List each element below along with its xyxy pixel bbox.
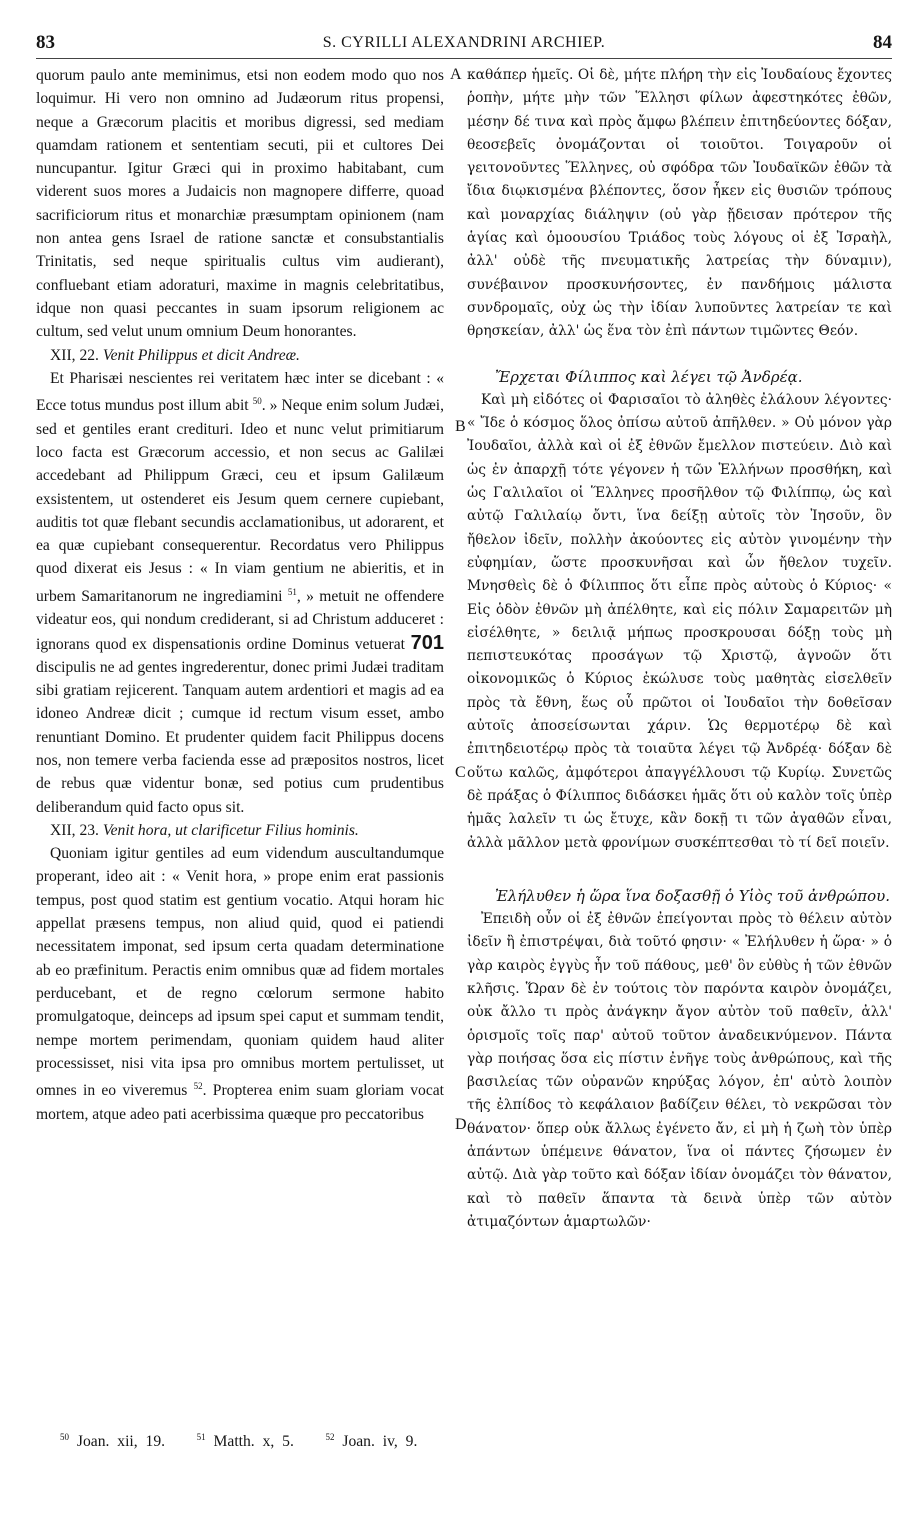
greek-column [467, 64, 892, 1234]
greek-paragraph-3: Ἐπειδὴ οὖν οἱ ἐξ ἐθνῶν ἐπείγονται πρὸς τὸ θέλειν αὐτὸν ἰδεῖν ἢ ἐπιστρέψαι, διὰ τοῦτό φησιν· « Ἐλήλυθεν ἡ ὥρα· » ὁ γὰρ καιρὸς ἐγγὺς ἦν τοῦ πάθους, μεθ' ὃν εὐθὺς ἡ τῶν ἐθνῶν κλῆσις. Ὥραν δὲ ἐν τούτοις τὸν παρόντα καιρὸν ὀνομάζει, οὐκ ἄλλο τι πρὸς ἀνάγκην ἄγον αὐτὸν τοῦ παθεῖν, ἀλλ' ὁρισμοῖς τοῖς παρ' αὐτοῦ τοῦτον ἀναδεικνύμενον. Πάντα γὰρ ποιήσας ὅσα εἰς πίστιν ἐνῆγε τοὺς ἀνθρώπους, καὶ τῆς βασιλείας τῶν οὐρανῶν κηρύξας λόγον, ἐπ' αὐτὸ λοιπὸν τῆς ἐλπίδος τὸ κεφάλαιον βαδίζειν θέλει, τὸ νεκρῶσαι τὸν θάνατον· ὅπερ οὐκ ἄλλως ἐγένετο ἄν, εἰ μὴ ἡ ζωὴ τὸν ὑπὲρ ἁπάντων ὑπέμεινε θάνατον, ἵνα οἱ πάντες ζήσωμεν ἐν αὐτῷ. Διὰ γὰρ τοῦτο καὶ δόξαν ἰδίαν ὀνομάζει τὸν θάνατον, καὶ τὸ παθεῖν ἅπαντα τὰ δεινὰ ὑπὲρ τῶν αὐτὸν ἀτιμαζόντων ἁμαρτωλῶν· [467, 911, 892, 1230]
footnote-ref-52: 52 [193, 1081, 203, 1092]
footnote-ref: Joan. xii, 19. [76, 1433, 166, 1451]
footnote-ref: Joan. iv, 9. [342, 1433, 418, 1451]
latin-p2-part-d: discipulis ne ad gentes ingrederentur, donec primi Judæi traditam sibi gratiam rejicerent. Tanquam autem ardentiori et magis ad ea idoneo Andreæ dicit ; cumque id rectum visum esset, ambo renuntiant Domino. Et prudenter quidem facit Philippus docens nos, non temere verba facienda esse ad præpositos nostros, licet de rebus quæ videntur bonæ, sed potius cum prudentibus deliberandum quid facto opus sit. [36, 658, 444, 816]
latin-heading-1 [36, 344, 444, 367]
footnote-number: 52 [325, 1432, 335, 1442]
footnotes [60, 1432, 417, 1451]
page-number-left: 83 [36, 32, 55, 53]
latin-p2-part-c: , » metuit ne offendere videatur eos, qui nondum crediderant, si ad Christum adduceret : ignorans quod ex dispensationis ordine Dominus vetuerat [36, 587, 444, 653]
latin-paragraph-2 [36, 367, 444, 819]
latin-paragraph-1: quorum paulo ante meminimus, etsi non eodem modo quo nos loquimur. Hi vero non omnino ad Judæorum ritus propensi, neque a Græcorum placitis et moribus digressi, sed mediam quamdam rationem et sententiam secuti, pii et cultores Dei nuncupantur. Igitur Græci qui in proximo habitabant, cum viderent suos mores a Judaicis non magnopere differre, quoad sacrificiorum ritus et monarchiæ præsumptam opinionem (nam non antea gens Israel de ratione sanctæ et consubstantialis Trinitatis, sed neque spiritualis cultus vim audierant), confluebant etiam adoraturi, maxime in magnis celebritatibus, idque non quasi peccantes in suam ipsorum religionem ac cultum, sed velut unum omnium Deum honorantes. [36, 67, 444, 341]
footnote-ref: Matth. x, 5. [213, 1433, 294, 1451]
latin-p2-part-a: Et Pharisæi nescientes rei veritatem hæc inter se dicebant : « Ecce totus mundus post illum abit [36, 369, 444, 415]
margin-letter-b: B [455, 418, 466, 435]
column-number-marker: 701 [410, 631, 444, 654]
latin-heading-2-text: Venit hora, ut clarificetur Filius hominis. [102, 821, 359, 839]
latin-p2-part-b: . » Neque enim solum Judæi, sed et gentiles erant credituri. Ideo et nunc velut primitiarum loco facta est Græcorum accessio, et non secus ac Galilæi accedebant ad Philippum Græci, ceu et ipsum Galilæum exsistentem, ut ostenderet eis Jesum quem cernere cupiebant, auditis tot quæ flebant secundis acclamationibus, ut adorarent, et ea quæ cupiebant consequerentur. Recordatus vero Philippus quod dixerat eis Jesus : « In viam gentium ne abieritis, et in urbem Samaritanorum ne ingrediamini [36, 397, 445, 605]
greek-heading-1: Ἔρχεται Φίλιππος καὶ λέγει τῷ Ἀνδρέᾳ. [495, 367, 803, 386]
latin-p3-part-b: . Propterea enim suam gloriam vocat mortem, atque adeo pati acerbissima quæque pro peccatoribus [36, 1082, 444, 1123]
latin-heading-1-number: XII, 22. [50, 346, 99, 364]
page-number-right: 84 [873, 32, 892, 53]
footnote-number: 50 [60, 1432, 69, 1442]
latin-heading-1-text: Venit Philippus et dicit Andreæ. [102, 346, 300, 364]
greek-paragraph-2: Καὶ μὴ εἰδότες οἱ Φαρισαῖοι τὸ ἀληθὲς ἐλάλουν λέγοντες· « Ἴδε ὁ κόσμος ὅλος ὀπίσω αὐτοῦ ἀπῆλθεν. » Οὐ μόνον γὰρ Ἰουδαῖοι, ἀλλὰ καὶ οἱ ἐξ ἐθνῶν ἔμελλον πιστεύειν. Διὸ καὶ ὡς ἐν ἀπαρχῇ τότε γέγονεν ἡ τῶν Ἑλλήνων προσθήκη, καὶ ὡς Γαλιλαῖοι οἱ Ἕλληνες προσῆλθον τῷ Φιλίππῳ, ὡς καὶ αὐτῷ Γαλιλαίῳ ὄντι, ἵνα δείξῃ αὐτοῖς τὸν Ἰησοῦν, ὃν ἤθελον ἰδεῖν, πολλὴν ἀκούοντες εἰς αὐτὸν γινομένην τὴν εὐφημίαν, ὥστε προσκυνῆσαι καὶ ὧν ἤθελον τυχεῖν. Μνησθεὶς δὲ ὁ Φίλιππος ὅτι εἶπε πρὸς αὐτοὺς ὁ Κύριος· « Εἰς ὁδὸν ἐθνῶν μὴ ἀπέλθητε, καὶ εἰς πόλιν Σαμαρειτῶν μὴ εἰσέλθητε, » δειλιᾷ μήπως προσκρουσαι δόξῃ τοὺς μὴ πεπιστευκότας προσάγων τῷ Χριστῷ, ἀγνοῶν ὅτι οἰκονομικῶς ὁ Κύριος ἐκώλυσε τοὺς μαθητὰς εἰσελθεῖν πρὸς τὰ ἔθνη, ἕως οὗ πρῶτοι οἱ Ἰουδαῖοι τὴν δοθεῖσαν αὐτοῖς ἀποσείσωνται χάριν. Ὡς θερμοτέρῳ δὲ καὶ ἐπιτηδειοτέρῳ πρὸς τὰ τοιαῦτα λέγει τῷ Ἀνδρέᾳ· δόξαν δὲ οὕτω καλῶς, ἀμφότεροι ἀπαγγέλλουσι τῷ Κυρίῳ. Συνετῶς δὲ πράξας ὁ Φίλιππος διδάσκει ἡμᾶς ὅτι οὐ καλὸν τοῖς ὑπὲρ ἡμᾶς λαλεῖν τι ὡς ἔτυχε, κἂν δοκῇ τι τῶν ἀγαθῶν εἶναι, ἀλλὰ μᾶλλον μετὰ φρονίμων συσκέπτεσθαι τὸ τί δεῖ ποιεῖν. [467, 391, 892, 851]
greek-paragraph-1: καθάπερ ἡμεῖς. Οἱ δὲ, μήτε πλήρη τὴν εἰς Ἰουδαίους ἔχοντες ῥοπὴν, μήτε μὴν τῶν Ἕλλησι φίλων ἀφεστηκότες ἐθῶν, μέσην δέ τινα καὶ πρὸς ἄμφω βλέπειν ἐπιτηδεύοντες δόξαν, θεοσεβεῖς ὀνομάζονται οἱ τοιοῦτοι. Τοιγαροῦν οἱ γειτονοῦντες Ἕλληνες, οὐ σφόδρα τῶν Ἰουδαϊκῶν ἐθῶν τὰ ἴδια διῳκισμένα βλέποντες, ὅσον ἧκεν εἰς θυσιῶν τρόπους καὶ μοναρχίας διάληψιν (οὐ γὰρ ᾔδεισαν πρότερον τῆς ἁγίας καὶ ὁμοουσίου Τριάδος τοὺς λόγους οἱ ἐξ Ἰσραὴλ, ἀλλ' οὐδὲ τῆς πνευματικῆς λατρείας τὴν δύναμιν), συνέβαινον προσκυνήσοντες, ἐν πανδήμοις μάλιστα συνδρομαῖς, οὐχ ὡς τὴν ἰδίαν λυποῦντες λατρείαν τε καὶ θρησκείαν, ἀλλ' ὡς ἕνα τὸν ἐπὶ πάντων τιμῶντες Θεόν. [467, 67, 892, 340]
page-header [36, 32, 892, 59]
footnote-ref-50: 50 [252, 396, 262, 407]
margin-letter-c: C [455, 764, 466, 781]
margin-letter-a: A [450, 66, 462, 83]
latin-column [36, 64, 444, 1126]
margin-letter-d: D [455, 1116, 467, 1133]
latin-p3-part-a: Quoniam igitur gentiles ad eum videndum auscultandumque properant, ideo ait : « Venit hora, » prope enim erat passionis tempus, post quod statim est gentium vocatio. Atqui horam hic appellat præsens tempus, non aliud quid, quod ei patiendi necessitatem imponat, sed ipsum certa quadam determinatione ab eo præfinitum. Peractis enim omnibus quæ ad fidem mortales perducebant, et de regno cœlorum sermone habito promulgatoque, deinceps ad ipsum spei caput et summam tendit, nempe mortem perimendam, quoniam quidem haud aliter processisset, nisi vita ipsa pro omnibus mortem pertulisset, ut omnes in eo viveremus [36, 845, 444, 1100]
latin-paragraph-3 [36, 842, 444, 1126]
greek-heading-2: Ἐλήλυθεν ἡ ὥρα ἵνα δοξασθῇ ὁ Υἱὸς τοῦ ἀνθρώπου. [495, 886, 891, 905]
footnote-ref-51: 51 [287, 586, 297, 597]
footnote-number: 51 [196, 1432, 206, 1442]
latin-heading-2 [36, 819, 444, 842]
running-title: S. CYRILLI ALEXANDRINI ARCHIEP. [322, 34, 606, 51]
latin-heading-2-number: XII, 23. [50, 821, 99, 839]
